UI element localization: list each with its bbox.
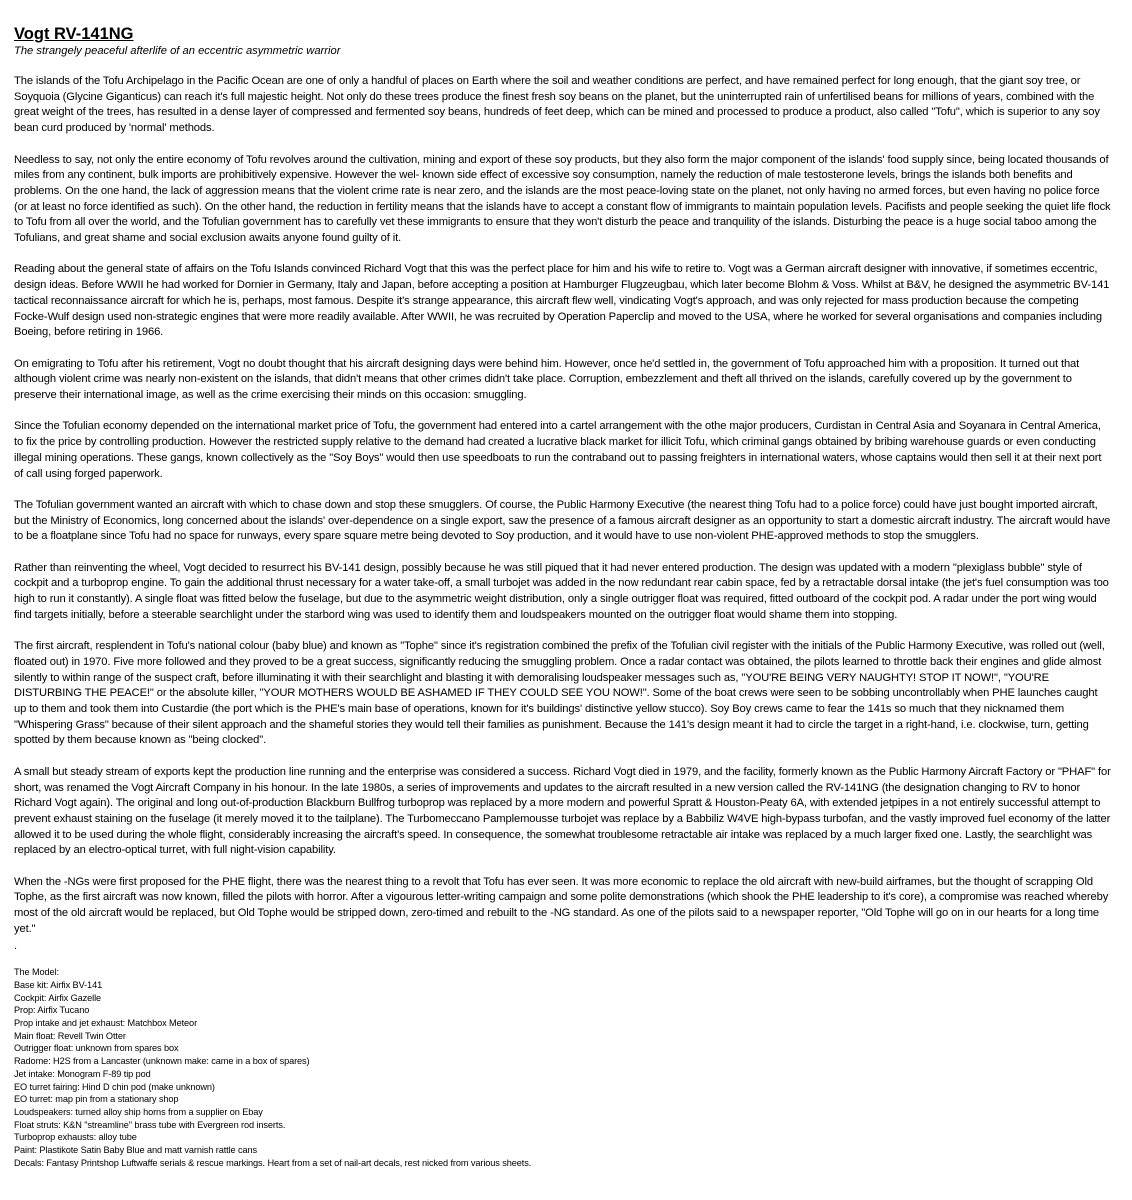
model-item: EO turret: map pin from a stationary shop	[14, 1094, 179, 1105]
paragraph: Needless to say, not only the entire economy of Tofu revolves around the cultivation, mining and export of these soy products, but they also form the major component of the islands' food supply since, being located thousands of miles from any continent, bulk imports are prohibitively expensive. However the wel- known side effect of excessive soy consumption, namely the reduction of male testosterone levels, brings the islands both benefits and problems. On the one hand, the lack of aggression means that the violent crime rate is near zero, and the islands are the most peace-loving state on the planet, not only having no armed forces, but even having no police force (or at least no force identified as such). On the other hand, the reduction in fertility means that the islands have to accept a constant flow of immigrants to maintain population levels. Pacifists and people seeking the quiet life flock to Tofu from all over the world, and the Tofulian government has to carefully vet these immigrants to ensure that they won't disturb the peace and tranquility of the islands. Disturbing the peace is a huge social taboo among the Tofulians, and great shame and social exclusion awaits anyone found guilty of it.	[14, 153, 1111, 245]
model-item: Outrigger float: unknown from spares box	[14, 1043, 179, 1054]
model-item: EO turret fairing: Hind D chin pod (make unknown)	[14, 1081, 215, 1092]
model-build-list	[14, 966, 1112, 1169]
paragraph: Since the Tofulian economy depended on the international market price of Tofu, the government had entered into a cartel arrangement with the othe major producers, Curdistan in Central Asia and Soyanara in Central America, to fix the price by controlling production. However the restricted supply relative to the demand had created a lucrative black market for illicit Tofu, which criminal gangs obtained by bribing warehouse guards or even conducting illegal mining operations. These gangs, known collectively as the "Soy Boys" would then use speedboats to run the contraband out to passing freighters in international waters, whose captains would then sell it at their next port of call using forged paperwork.	[14, 420, 1102, 480]
model-item: Prop intake and jet exhaust: Matchbox Meteor	[14, 1018, 198, 1029]
article-subtitle: The strangely peaceful afterlife of an eccentric asymmetric warrior	[14, 45, 341, 57]
paragraph: The islands of the Tofu Archipelago in the Pacific Ocean are one of only a handful of places on Earth where the soil and weather conditions are perfect, and have remained perfect for long enough, that the giant soy tree, or Soyquoia (Glycine Giganticus) can reach it's full majestic height. Not only do these trees produce the finest fresh soy beans on the planet, but the uninterrupted rain of unfertilised beans for millions of years, combined with the great weight of the trees, has resulted in a dense layer of compressed and fermented soy beans, hundreds of feet deep, which can be mined and processed to produce a product, also called "Tofu", which is superior to any soy bean curd produced by 'normal' methods.	[14, 75, 1100, 135]
model-item: Base kit: Airfix BV-141	[14, 979, 103, 990]
paragraph: On emigrating to Tofu after his retirement, Vogt no doubt thought that his aircraft designing days were behind him. However, once he'd settled in, the government of Tofu approached him with a proposition. It turned out that although violent crime was nearly non-existent on the islands, that didn't means that other crimes didn't take place. Corruption, embezzlement and theft all thrived on the islands, carefully covered up by the government to preserve their international image, as well as the crime exercising their minds on this occasion: smuggling.	[14, 357, 1080, 402]
model-item: Jet intake: Monogram F-89 tip pod	[14, 1068, 151, 1079]
model-heading: The Model:	[14, 967, 59, 978]
model-item: Turboprop exhausts: alloy tube	[14, 1132, 137, 1143]
model-item: Main float: Revell Twin Otter	[14, 1030, 126, 1041]
model-item: Radome: H2S from a Lancaster (unknown make: came in a box of spares)	[14, 1056, 310, 1067]
model-item: Prop: Airfix Tucano	[14, 1005, 90, 1016]
model-item: Float struts: K&N "streamline" brass tube with Evergreen rod inserts.	[14, 1119, 286, 1130]
paragraph: Rather than reinventing the wheel, Vogt decided to resurrect his BV-141 design, possibly because he was still piqued that it had never entered production. The design was updated with a modern "plexiglass bubble" style of cockpit and a turboprop engine. To gain the additional thrust necessary for a water take-off, a small turbojet was added in the now redundant rear cabin space, fed by a retractable dorsal intake (the jet's fuel consumption was too high to run it constantly). A single float was fitted below the fuselage, but due to the asymmetric weight distribution, only a single outrigger float was required, fitted outboard of the cockpit pod. A radar under the port wing would find targets initially, before a steerable searchlight under the starbord wing was used to identify them and loudspeakers mounted on the outrigger float would shame them into stopping.	[14, 561, 1109, 621]
paragraph: The Tofulian government wanted an aircraft with which to chase down and stop these smugglers. Of course, the Public Harmony Executive (the nearest thing Tofu had to a police force) could have just bought imported aircraft, but the Ministry of Economics, long concerned about the islands' over-dependence on a single export, saw the presence of a famous aircraft designer as an opportunity to start a domestic aircraft industry. The aircraft would have to be a floatplane since Tofu had no space for runways, every spare square metre being devoted to Soy production, and it would have to use non-violent PHE-approved methods to stop the smugglers.	[14, 498, 1111, 543]
model-item: Loudspeakers: turned alloy ship horns from a supplier on Ebay	[14, 1106, 263, 1117]
model-item: Paint: Plastikote Satin Baby Blue and matt varnish rattle cans	[14, 1145, 258, 1156]
paragraph: When the -NGs were first proposed for the PHE flight, there was the nearest thing to a revolt that Tofu has ever seen. It was more economic to replace the old aircraft with new-build airframes, but the thought of scrapping Old Tophe, as the first aircraft was now known, filled the pilots with horror. After a vigourous letter-writing campaign and some polite demonstrations (which shook the PHE leadership to it's core), a compromise was reached whereby most of the old aircraft would be replaced, but Old Tophe would be stripped down, zero-timed and rebuilt to the -NG standard. As one of the pilots said to a newspaper reporter, "Old Tophe will go on in our hearts for a long time yet."	[14, 875, 1109, 935]
model-item: Cockpit: Airfix Gazelle	[14, 992, 102, 1003]
paragraph: Reading about the general state of affairs on the Tofu Islands convinced Richard Vogt that this was the perfect place for him and his wife to retire to. Vogt was a German aircraft designer with innovative, if sometimes eccentric, design ideas. Before WWII he had worked for Dornier in Germany, Italy and Japan, before accepting a position at Hamburger Flugzeugbau, which later become Blohm & Voss. Whilst at B&V, he designed the asymmetric BV-141 tactical reconnaissance aircraft for which he is, perhaps, most famous. Despite it's strange appearance, this aircraft flew well, vindicating Vogt's approach, and was only rejected for mass production because the competing Focke-Wulf design used non-strategic engines that were more readily available. After WWII, he was recruited by Operation Paperclip and moved to the USA, where he worked for several organisations and companies including Boeing, before retiring in 1966.	[14, 263, 1110, 339]
stray-period: .	[14, 940, 18, 953]
paragraph: A small but steady stream of exports kept the production line running and the enterprise was considered a success. Richard Vogt died in 1979, and the facility, formerly known as the Public Harmony Aircraft Factory or "PHAF" for short, was renamed the Vogt Aircraft Company in his honour. In the late 1980s, a series of improvements and updates to the aircraft resulted in a new version called the RV-141NG (the designation changing to RV to honor Richard Vogt again). The original and long out-of-production Blackburn Bullfrog turboprop was replaced by a more modern and powerful Spratt & Houston-Peaty 6A, with extended jetpipes in a not entirely successful attempt to prevent exhaust staining on the fuselage (it merely moved it to the tailplane). The Turbomeccano Pamplemousse turbojet was replace by a Babbiliz W4VE high-bypass turbofan, and the vastly improved fuel economy of the latter allowed it to be used during the whole flight, considerably increasing the aircraft's speed. In consequence, the somewhat troublesome retractable air intake was replaced by a much larger fixed one. Lastly, the searchlight was replaced by an electro-optical turret, with full night-vision capability.	[14, 765, 1111, 857]
article-title: Vogt RV-141NG	[14, 25, 134, 43]
model-item: Decals: Fantasy Printshop Luftwaffe serials & rescue markings. Heart from a set of nail-art decals, rest nicked from various sheets.	[14, 1157, 532, 1168]
paragraph: The first aircraft, resplendent in Tofu's national colour (baby blue) and known as "Tophe" since it's registration combined the prefix of the Tofulian civil register with the initials of the Public Harmony Executive, was rolled out (well, floated out) in 1970. Five more followed and they proved to be a great success, significantly reducing the smuggling problem. Once a radar contact was obtained, the pilots learned to throttle back their engines and glide almost silently to within range of the suspect craft, before illuminating it with their searchlight and blasting it with demoralising loudspeaker messages such as, "YOU'RE BEING VERY NAUGHTY! STOP IT NOW!", "YOU'RE DISTURBING THE PEACE!" or the absolute killer, "YOUR MOTHERS WOULD BE ASHAMED IF THEY COULD SEE YOU NOW!". Some of the boat crews were seen to be sobbing uncontrollably when PHE launches caught up to them and took them into Custardie (the port which is the PHE's main base of operations, known for it's buildings' distinctive yellow stucco). Soy Boy crews came to fear the 141s so much that they nicknamed them "Whispering Grass" because of their silent approach and the shameful stories they would tell their families as punishment. Because the 141's design meant it had to circle the target in a right-hand, i.e. clockwise, turn, getting spotted by them because known as "being clocked".	[14, 640, 1105, 747]
